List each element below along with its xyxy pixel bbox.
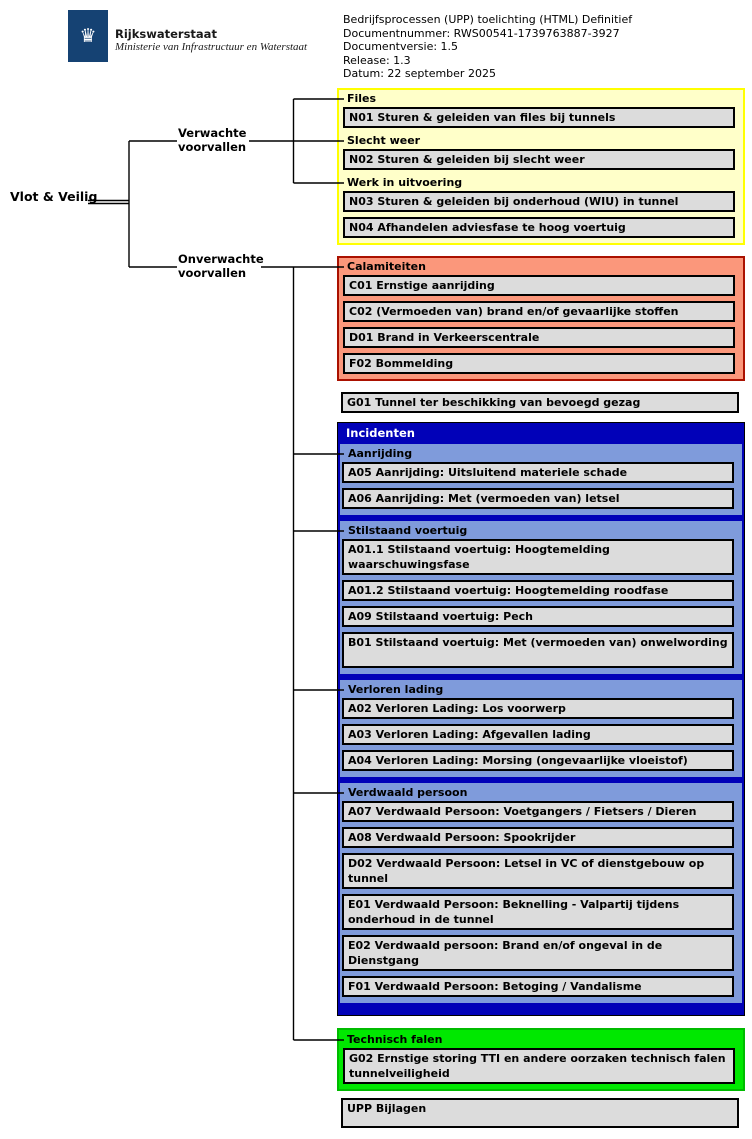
- group-calamiteiten: [337, 256, 745, 381]
- process-item-a06[interactable]: A06 Aanrijding: Met (vermoeden van) letsel: [342, 488, 734, 509]
- process-item-n02[interactable]: N02 Sturen & geleiden bij slecht weer: [343, 149, 735, 170]
- process-item-upp-bijlagen[interactable]: UPP Bijlagen: [341, 1098, 739, 1128]
- process-item-f01[interactable]: F01 Verdwaald Persoon: Betoging / Vandalisme: [342, 976, 734, 997]
- branch-unexpected-label: Onverwachte voorvallen: [178, 252, 264, 280]
- process-item-a01-2[interactable]: A01.2 Stilstaand voertuig: Hoogtemelding roodfase: [342, 580, 734, 601]
- subgroup-label-aanrijding: Aanrijding: [348, 447, 413, 460]
- process-item-n04[interactable]: N04 Afhandelen adviesfase te hoog voertuig: [343, 217, 735, 238]
- process-item-a03[interactable]: A03 Verloren Lading: Afgevallen lading: [342, 724, 734, 745]
- doc-date: Datum: 22 september 2025: [343, 67, 496, 80]
- process-item-d02[interactable]: D02 Verdwaald Persoon: Letsel in VC of dienstgebouw op tunnel: [342, 853, 734, 889]
- logo-text-block: [115, 27, 307, 54]
- logo-org-name: Rijkswaterstaat: [115, 27, 217, 41]
- process-item-d01[interactable]: D01 Brand in Verkeerscentrale: [343, 327, 735, 348]
- process-item-a05[interactable]: A05 Aanrijding: Uitsluitend materiele schade: [342, 462, 734, 483]
- doc-number: Documentnummer: RWS00541-1739763887-3927: [343, 26, 620, 40]
- process-item-a07[interactable]: A07 Verdwaald Persoon: Voetgangers / Fietsers / Dieren: [342, 801, 734, 822]
- subgroup-stilstaand-voertuig: [340, 521, 742, 674]
- process-item-a09[interactable]: A09 Stilstaand voertuig: Pech: [342, 606, 734, 627]
- group-incidenten: [337, 422, 745, 1016]
- process-item-e02[interactable]: E02 Verdwaald persoon: Brand en/of ongeval in de Dienstgang: [342, 935, 734, 971]
- process-item-n03[interactable]: N03 Sturen & geleiden bij onderhoud (WIU) in tunnel: [343, 191, 735, 212]
- process-item-b01[interactable]: B01 Stilstaand voertuig: Met (vermoeden van) onwelwording: [342, 632, 734, 668]
- process-item-a01-1[interactable]: A01.1 Stilstaand voertuig: Hoogtemelding waarschuwingsfase: [342, 539, 734, 575]
- subgroup-verloren-lading: [340, 680, 742, 777]
- group-label-files: Files: [347, 92, 377, 105]
- process-item-n01[interactable]: N01 Sturen & geleiden van files bij tunnels: [343, 107, 735, 128]
- process-item-a04[interactable]: A04 Verloren Lading: Morsing (ongevaarlijke vloeistof): [342, 750, 734, 771]
- group-label-calamiteiten: Calamiteiten: [347, 260, 426, 273]
- rijkswaterstaat-logo: [68, 10, 108, 62]
- tree-root-label: Vlot & Veilig: [10, 189, 98, 204]
- group-verwachte-voorvallen: [337, 88, 745, 245]
- group-technisch-falen: [337, 1028, 745, 1091]
- process-item-a02[interactable]: A02 Verloren Lading: Los voorwerp: [342, 698, 734, 719]
- logo-ministry-name: Ministerie van Infrastructuur en Waterstaat: [115, 41, 308, 53]
- group-label-technisch-falen: Technisch falen: [347, 1033, 443, 1046]
- subgroup-label-verdwaald-persoon: Verdwaald persoon: [348, 786, 468, 799]
- group-upp-bijlagen: [337, 1098, 745, 1128]
- crown-emblem-icon: ♛: [79, 24, 97, 47]
- document-info: [343, 13, 632, 81]
- group-label-slecht-weer: Slecht weer: [347, 134, 421, 147]
- doc-version: Documentversie: 1.5: [343, 40, 459, 53]
- incidenten-header: Incidenten: [346, 426, 415, 440]
- subgroup-label-verloren-lading: Verloren lading: [348, 683, 444, 696]
- doc-release: Release: 1.3: [343, 53, 411, 67]
- branch-expected-label: Verwachte voorvallen: [178, 126, 247, 154]
- process-item-g02[interactable]: G02 Ernstige storing TTI en andere oorzaken technisch falen tunnelveiligheid: [343, 1048, 735, 1084]
- process-item-a08[interactable]: A08 Verdwaald Persoon: Spookrijder: [342, 827, 734, 848]
- doc-title: Bedrijfsprocessen (UPP) toelichting (HTML) Definitief: [343, 13, 633, 26]
- process-item-g01[interactable]: G01 Tunnel ter beschikking van bevoegd gezag: [341, 392, 739, 413]
- subgroup-label-stilstaand-voertuig: Stilstaand voertuig: [348, 524, 468, 537]
- process-item-c02[interactable]: C02 (Vermoeden van) brand en/of gevaarlijke stoffen: [343, 301, 735, 322]
- group-g01: [337, 392, 745, 413]
- process-item-e01[interactable]: E01 Verdwaald Persoon: Beknelling - Valpartij tijdens onderhoud in de tunnel: [342, 894, 734, 930]
- subgroup-verdwaald-persoon: [340, 783, 742, 1003]
- subgroup-aanrijding: [340, 444, 742, 515]
- process-item-f02[interactable]: F02 Bommelding: [343, 353, 735, 374]
- group-label-werk-in-uitvoering: Werk in uitvoering: [347, 176, 463, 189]
- process-item-c01[interactable]: C01 Ernstige aanrijding: [343, 275, 735, 296]
